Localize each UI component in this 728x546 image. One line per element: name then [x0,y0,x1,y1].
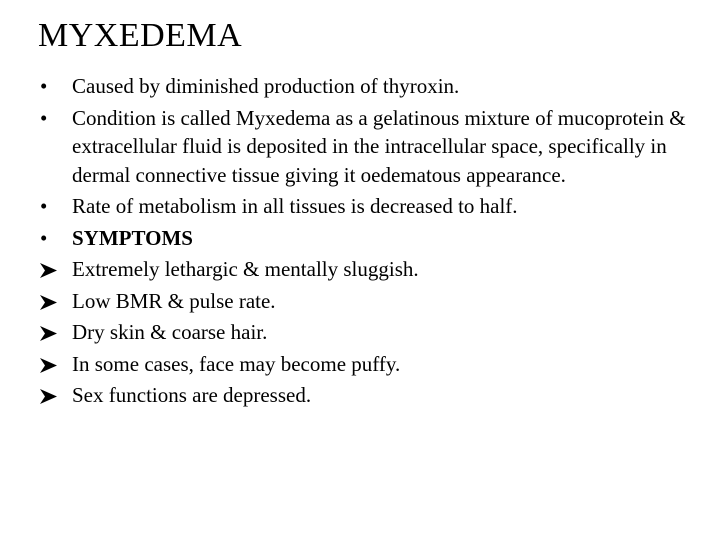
bullet-icon [40,224,62,253]
list-item [38,72,698,101]
list-item-heading [38,224,698,253]
bullet-icon [40,104,62,133]
bullet-list [38,72,698,413]
list-item [38,192,698,221]
list-item-text: Low BMR & pulse rate. [72,288,276,313]
slide-title: MYXEDEMA [38,17,243,54]
list-item [38,255,698,284]
list-item-text: Condition is called Myxedema as a gelatinous mixture of mucoprotein & extracellular fluid is deposited in the intracellular space, specifically in dermal connective tissue giving it oedematous appearance. [72,105,686,187]
list-item [38,381,698,410]
list-item [38,287,698,316]
list-item-text: Dry skin & coarse hair. [72,320,268,344]
symptoms-heading: SYMPTOMS [72,225,193,250]
list-item [38,318,698,347]
list-item-text: In some cases, face may become puffy. [72,351,401,376]
bullet-icon [40,72,62,101]
list-item-text: Extremely lethargic & mentally sluggish. [72,257,419,281]
list-item-text: Sex functions are depressed. [72,383,312,407]
list-item [38,104,698,190]
list-item-text: Caused by diminished production of thyroxin. [72,74,460,98]
list-item-text: Rate of metabolism in all tissues is decreased to half. [72,194,518,218]
bullet-icon [40,192,62,221]
list-item [38,350,698,379]
